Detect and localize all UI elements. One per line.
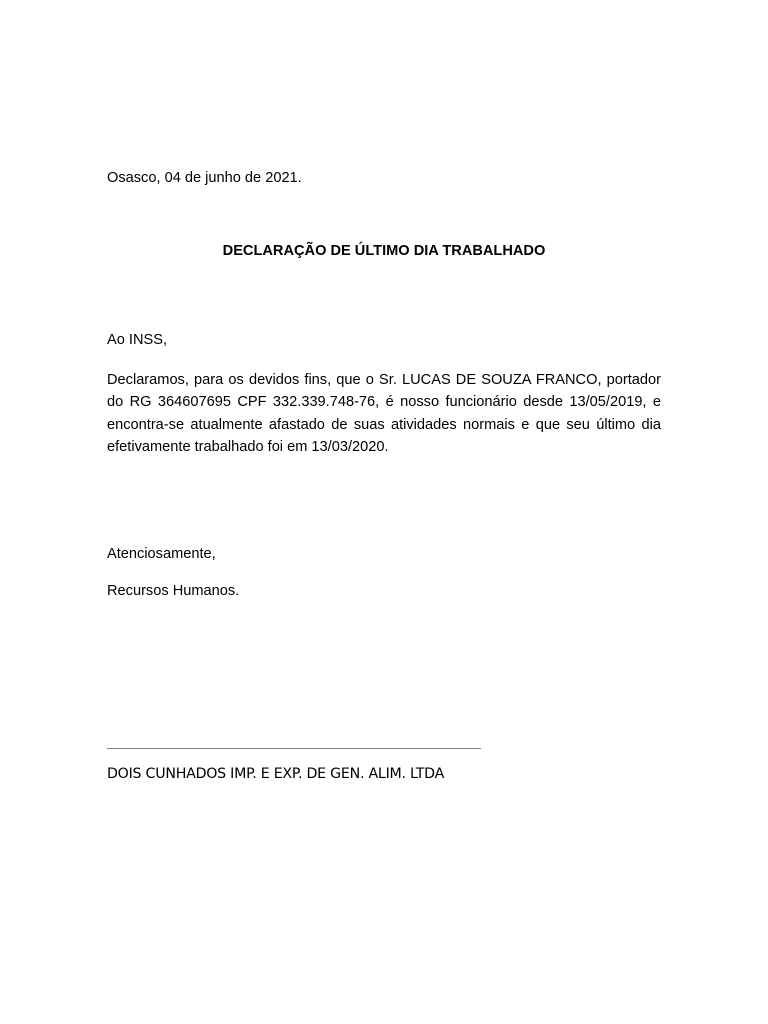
declaration-body: Declaramos, para os devidos fins, que o Sr. LUCAS DE SOUZA FRANCO, portador do RG 364607695 CPF 332.339.748-76, é nosso funcionário desde 13/05/2019, e encontra-se atualmente afastado de suas atividades normais e que seu último dia efetivamente trabalhado foi em 13/03/2020. [107,372,661,455]
company-name: DOIS CUNHADOS IMP. E EXP. DE GEN. ALIM. LTDA [107,766,445,782]
department-signature: Recursos Humanos. [107,583,240,599]
closing: Atenciosamente, [107,546,216,562]
document-title: DECLARAÇÃO DE ÚLTIMO DIA TRABALHADO [222,243,546,259]
signature-line [107,748,481,749]
greeting: Ao INSS, [107,332,168,348]
date-line: Osasco, 04 de junho de 2021. [107,170,302,186]
